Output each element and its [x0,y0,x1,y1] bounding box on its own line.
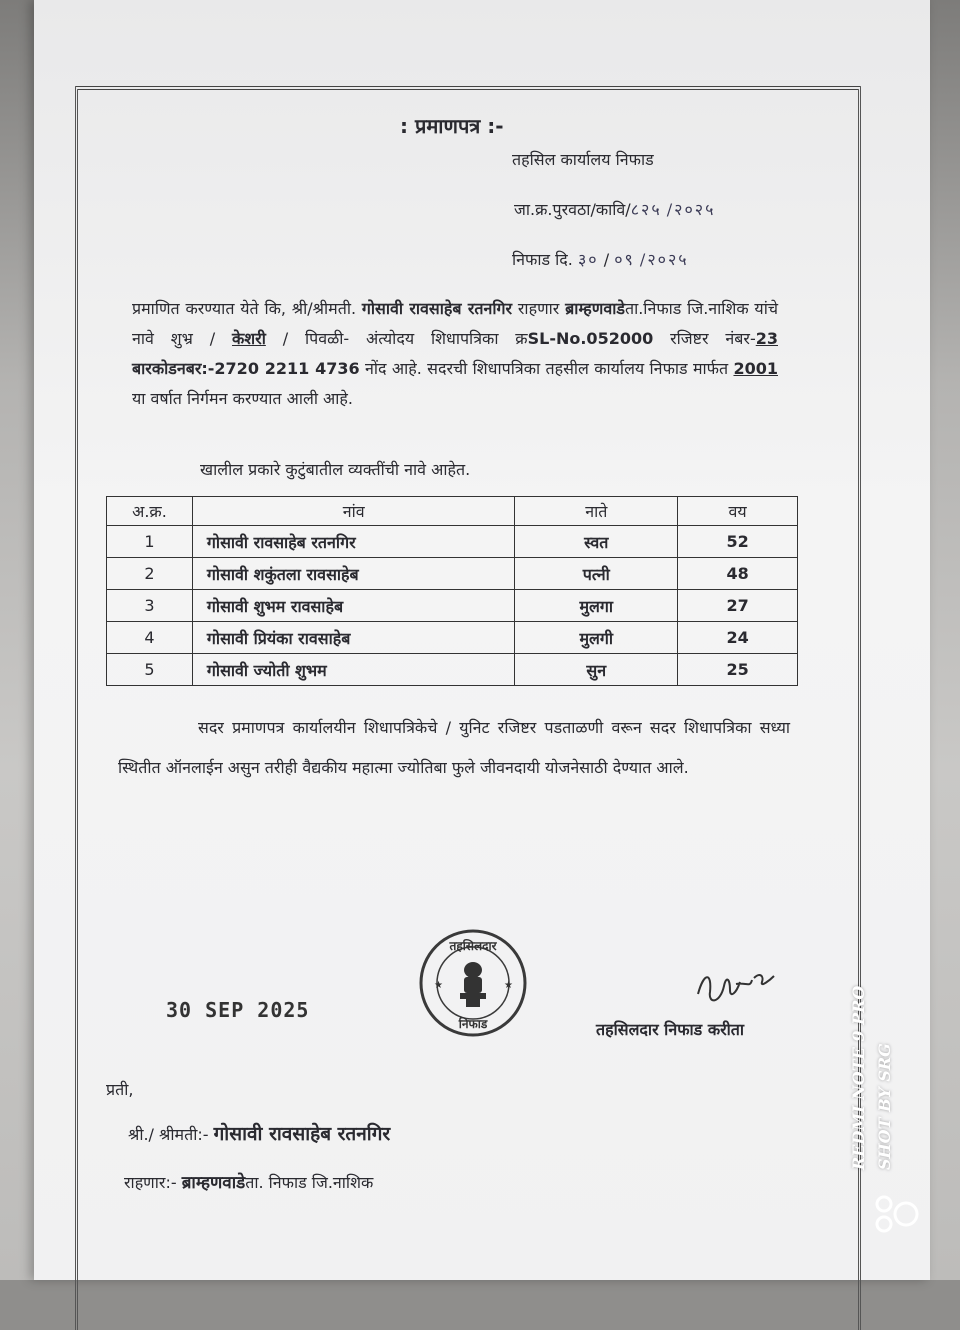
header-name: नांव [192,497,514,526]
closing-paragraph: सदर प्रमाणपत्र कार्यालयीन शिधापत्रिकेचे / युनिट रजिष्टर पडताळणी वरून सदर शिधापत्रिका सध्या स्थितीत ऑनलाईन असुन तरीही वैद्यकीय महात्मा ज्योतिबा फुले जीवनदायी योजनेसाठी देण्यात आले. [118,718,790,777]
barcode-number: बारकोडनबर:-2720 2211 4736 [132,359,360,378]
cell-name: गोसावी प्रियंका रावसाहेब [192,622,514,654]
date-prefix: निफाड दि. [512,250,573,269]
recipient-name-line [128,1120,390,1146]
register-number: 23 [755,329,778,348]
signatory-title: तहसिलदार निफाड करीता [596,1020,745,1039]
address-village: ब्राम्हणवाडे [181,1173,246,1193]
document-title: : प्रमाणपत्र :- [400,114,504,138]
cell-name: गोसावी ज्योती शुभम [192,654,514,686]
camera-watermark [846,986,898,1170]
date-year: /२०२५ [639,250,689,269]
cell-sr: 1 [107,526,193,558]
cell-relation: स्वत [515,526,678,558]
family-table [106,496,798,686]
cell-age: 52 [678,526,798,558]
card-color: केशरी [232,329,266,348]
cell-relation: सुन [515,654,678,686]
village-name: ब्राम्हणवाडे [565,299,625,318]
signature-icon [690,964,780,1014]
table-row [107,590,798,622]
cell-relation: पत्नी [515,558,678,590]
reference-prefix: जा.क्र.पुरवठा/कावि/ [514,200,631,219]
cert-text-2: राहणार [517,299,560,318]
holder-name: गोसावी रावसाहेब रतनगिर [361,299,513,318]
official-seal-icon [418,928,528,1038]
reference-handwritten: ८२५ [630,200,662,219]
cert-text-1: प्रमाणित करण्यात येते कि, श्री/श्रीमती. [132,299,357,318]
cell-age: 27 [678,590,798,622]
recipient-address-line [124,1170,373,1193]
issue-year: 2001 [733,359,778,378]
date-stamp: 30 SEP 2025 [166,998,310,1022]
cell-name: गोसावी शुभम रावसाहेब [192,590,514,622]
date-day: ३० [577,250,599,269]
cert-text-5: रजिष्टर नंबर- [670,329,756,348]
cell-age: 48 [678,558,798,590]
seal-bottom-text: निफाड [458,1017,488,1031]
table-row [107,526,798,558]
recipient-name: गोसावी रावसाहेब रतनगिर [213,1123,391,1145]
to-label: प्रती, [106,1080,134,1099]
recipient-prefix: श्री./ श्रीमती:- [128,1125,209,1144]
address-rest: ता. निफाड जि.नाशिक [245,1173,374,1192]
cell-sr: 3 [107,590,193,622]
family-intro: खालील प्रकारे कुटुंबातील व्यक्तींची नावे आहेत. [200,460,471,479]
office-name: तहसिल कार्यालय निफाड [512,150,654,169]
svg-text:★: ★ [434,980,443,991]
address-prefix: राहणार:- [124,1173,177,1192]
svg-text:★: ★ [504,980,513,991]
table-row [107,558,798,590]
table-row [107,654,798,686]
table-header-row [107,497,798,526]
table-row [107,622,798,654]
cert-text-7: या वर्षात निर्गमन करण्यात आली आहे. [132,389,353,408]
cert-text-3: ता.निफाड जि.नाशिक यांचे नावे शुभ्र / [132,299,779,348]
cell-sr: 5 [107,654,193,686]
header-sr: अ.क्र. [107,497,193,526]
seal-top-text: तहसिलदार [449,939,497,953]
cell-sr: 2 [107,558,193,590]
certificate-paragraph [132,294,778,414]
watermark-line-2: SHOT BY SRG [875,1043,894,1170]
cell-age: 25 [678,654,798,686]
cell-name: गोसावी रावसाहेब रतनगिर [192,526,514,558]
cert-text-6: नोंद आहे. सदरची शिधापत्रिका तहसील कार्यालय निफाड मार्फत [365,359,729,378]
serial-number: SL-No.052000 [527,329,654,348]
cell-name: गोसावी शकुंतला रावसाहेब [192,558,514,590]
header-age: वय [678,497,798,526]
watermark-line-1: REDMI NOTE 9 PRO [849,985,868,1170]
cell-sr: 4 [107,622,193,654]
cell-relation: मुलगी [515,622,678,654]
cell-relation: मुलगा [515,590,678,622]
camera-logo-icon [870,1192,920,1238]
cert-text-4: / पिवळी- अंत्योदय शिधापत्रिका क्र [282,329,528,348]
issue-date: निफाड दि. ३० / ०९ /२०२५ [512,250,689,269]
reference-number [514,198,715,220]
cell-age: 24 [678,622,798,654]
date-month: ०९ [614,250,635,269]
reference-year: /२०२५ [666,200,716,219]
header-relation: नाते [515,497,678,526]
